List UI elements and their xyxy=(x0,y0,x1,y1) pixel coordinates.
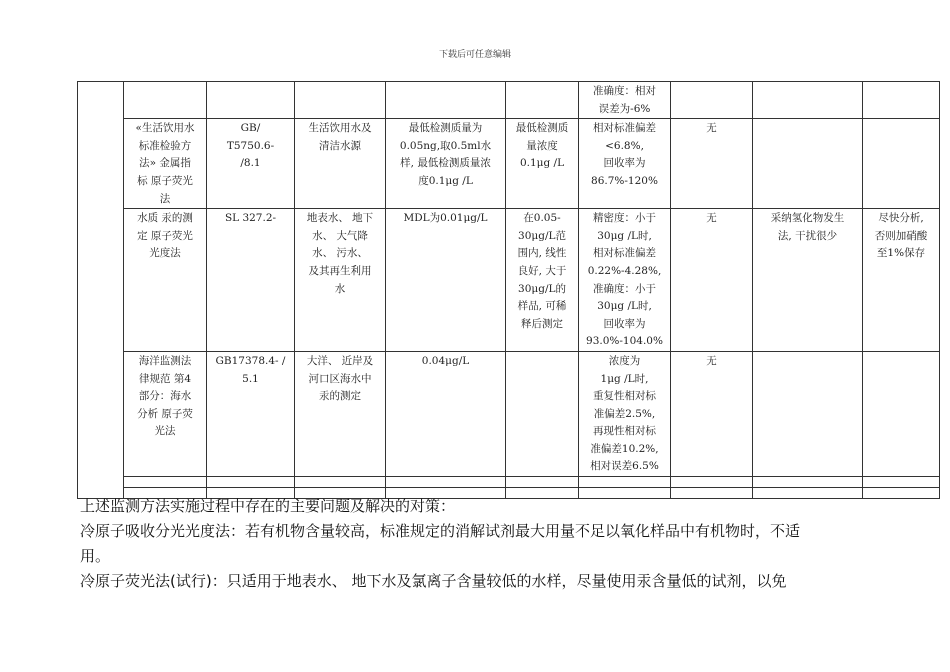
table-row xyxy=(78,209,940,352)
body-paragraph: 冷原子荧光法(试行)：只适用于地表水、 地下水及氯离子含量较低的水样，尽量使用汞含量低的试剂，以免 xyxy=(80,572,787,590)
table-row xyxy=(78,119,940,209)
table-cell-empty xyxy=(753,477,863,488)
table-cell xyxy=(207,82,295,119)
range-cell xyxy=(506,351,579,476)
page-header-note: 下载后可任意编辑 xyxy=(438,50,511,60)
interference-cell: 无 xyxy=(671,119,753,209)
table-cell-empty xyxy=(207,477,295,488)
notes-cell xyxy=(753,351,863,476)
method-name-cell: 水质 汞的测 定 原子荧光 光度法 xyxy=(124,209,207,352)
table-cell xyxy=(506,82,579,119)
table-cell xyxy=(386,82,506,119)
table-cell xyxy=(295,82,386,119)
method-name-cell: «生活饮用水 标准检验方 法» 金属指 标 原子荧光 法 xyxy=(124,119,207,209)
standard-code-cell: GB17378.4- / 5.1 xyxy=(207,351,295,476)
scope-cell: 大洋、 近岸及 河口区海水中 汞的测定 xyxy=(295,351,386,476)
table-cell xyxy=(863,82,940,119)
table-cell: 准确度：相对 误差为-6% xyxy=(579,82,671,119)
table-cell-empty xyxy=(124,477,207,488)
method-table xyxy=(77,81,940,499)
body-paragraph: 冷原子吸收分光光度法：若有机物含量较高，标准规定的消解试剂最大用量不足以氧化样品中有机物时，不适 xyxy=(80,522,801,540)
interference-cell: 无 xyxy=(671,209,753,352)
interference-cell: 无 xyxy=(671,351,753,476)
scope-cell: 地表水、 地下 水、 大气降 水、 污水、 及其再生利用 水 xyxy=(295,209,386,352)
table-cell-empty xyxy=(506,477,579,488)
table-cell xyxy=(671,82,753,119)
table-cell-empty xyxy=(671,477,753,488)
table-cell xyxy=(753,82,863,119)
storage-cell xyxy=(863,351,940,476)
section-heading: 上述监测方法实施过程中存在的主要问题及解决的对策： xyxy=(80,497,456,515)
precision-cell: 精密度：小于 30μg /L时, 相对标准偏差 0.22%-4.28%, 准确度：小于 30μg /L时, 回收率为 93.0%-104.0% xyxy=(579,209,671,352)
body-paragraph: 用。 xyxy=(80,547,111,565)
table-row-continued xyxy=(78,82,940,119)
storage-cell xyxy=(863,119,940,209)
notes-cell: 采纳氢化物发生 法, 干扰很少 xyxy=(753,209,863,352)
method-name-cell: 海洋监测法 律规范 第4 部分：海水 分析 原子荧 光法 xyxy=(124,351,207,476)
range-cell: 最低检测质 量浓度 0.1μg /L xyxy=(506,119,579,209)
table-cell-empty xyxy=(295,477,386,488)
standard-code-cell: SL 327.2- xyxy=(207,209,295,352)
detection-limit-cell: 0.04μg/L xyxy=(386,351,506,476)
range-cell: 在0.05- 30μg/L范 围内, 线性 良好, 大于 30μg/L的 样品, 可稀 释后测定 xyxy=(506,209,579,352)
notes-cell xyxy=(753,119,863,209)
standard-code-cell: GB/ T5750.6- /8.1 xyxy=(207,119,295,209)
table-category-cell xyxy=(78,82,124,499)
precision-cell: 浓度为 1μg /L时, 重复性相对标 准偏差2.5%, 再现性相对标 准偏差10.2%, 相对误差6.5% xyxy=(579,351,671,476)
scope-cell: 生活饮用水及 清洁水源 xyxy=(295,119,386,209)
detection-limit-cell: 最低检测质量为 0.05ng,取0.5ml水 样, 最低检测质量浓 度0.1μg /L xyxy=(386,119,506,209)
table-row xyxy=(78,351,940,476)
table-row-empty xyxy=(78,477,940,488)
table-cell-empty xyxy=(386,477,506,488)
table-cell-empty xyxy=(579,477,671,488)
table-cell xyxy=(124,82,207,119)
table-cell-empty xyxy=(863,477,940,488)
storage-cell: 尽快分析, 否则加硝酸 至1%保存 xyxy=(863,209,940,352)
precision-cell: 相对标准偏差 <6.8%, 回收率为 86.7%-120% xyxy=(579,119,671,209)
detection-limit-cell: MDL为0.01μg/L xyxy=(386,209,506,352)
